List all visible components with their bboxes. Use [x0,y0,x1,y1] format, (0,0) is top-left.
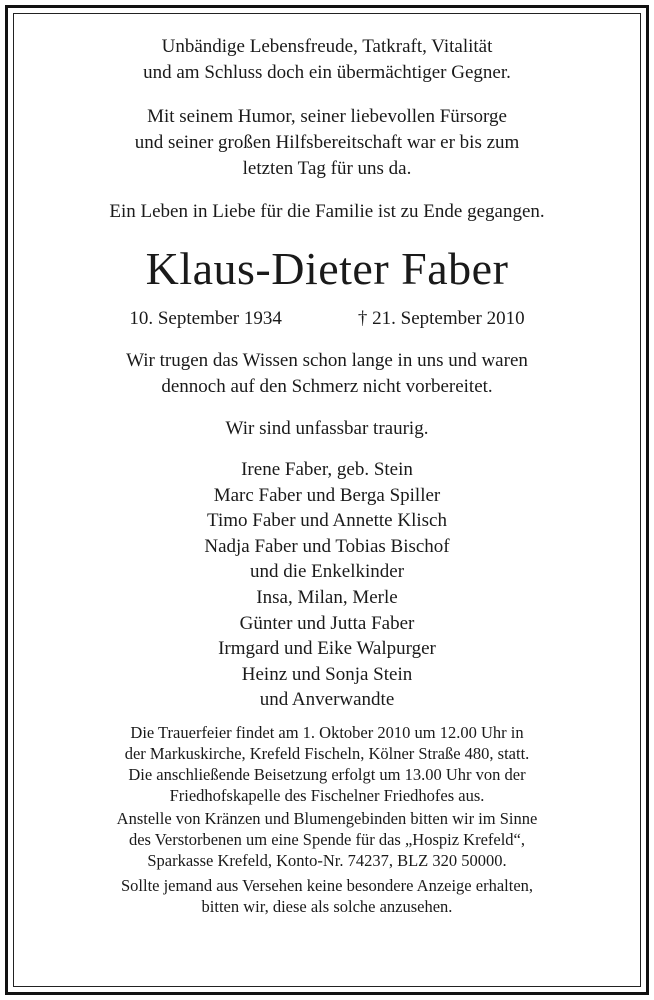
intro-paragraph [18,34,636,86]
life-dates [18,306,636,332]
sad-paragraph [18,416,636,442]
birth-date: 10. September 1934 [129,308,282,329]
funeral-line: Die Trauerfeier findet am 1. Oktober 2010 um 12.00 Uhr in [130,722,524,742]
knowing-paragraph [18,348,636,400]
humor-paragraph [18,104,636,182]
funeral-line: Die anschließende Beisetzung erfolgt um 13.00 Uhr von der [128,764,526,784]
mourner-entry: Heinz und Sonja Stein [241,663,413,685]
knowing-line: dennoch auf den Schmerz nicht vorbereitet. [161,376,493,397]
donation-line: Anstelle von Kränzen und Blumengebinden bitten wir im Sinne [116,808,538,828]
deceased-name: Klaus-Dieter Faber [145,243,509,294]
humor-line: Mit seinem Humor, seiner liebevollen Fürsorge [147,106,507,127]
donation-line: Sparkasse Krefeld, Konto-Nr. 74237, BLZ 320 50000. [147,850,507,870]
humor-line: und seiner großen Hilfsbereitschaft war er bis zum [134,132,520,153]
mourner-entry: und die Enkelkinder [249,561,405,583]
mourner-entry: Nadja Faber und Tobias Bischof [204,535,450,557]
donation-line: des Verstorbenen um eine Spende für das „Hospiz Krefeld“, [128,829,526,849]
notice-info [18,875,636,917]
intro-line: und am Schluss doch ein übermächtiger Gegner. [143,62,511,83]
mourner-entry: und Anverwandte [259,689,395,711]
obituary-notice [18,18,636,917]
donation-info [18,808,636,871]
funeral-line: Friedhofskapelle des Fischelner Friedhofes aus. [169,785,485,805]
mourner-entry: Irene Faber, geb. Stein [241,459,413,480]
life-line: Ein Leben in Liebe für die Familie ist zu Ende gegangen. [109,201,545,222]
sad-line: Wir sind unfassbar traurig. [225,418,429,439]
death-date: † 21. September 2010 [357,308,525,329]
life-paragraph [18,199,636,225]
notice-line: Sollte jemand aus Versehen keine besondere Anzeige erhalten, [120,875,534,895]
mourner-entry: Irmgard und Eike Walpurger [218,638,436,660]
notice-line: bitten wir, diese als solche anzusehen. [201,896,453,916]
mourner-entry: Insa, Milan, Merle [256,586,398,608]
humor-line: letzten Tag für uns da. [242,158,412,179]
funeral-info [18,722,636,806]
mourner-entry: Günter und Jutta Faber [239,612,415,634]
intro-line: Unbändige Lebensfreude, Tatkraft, Vitalität [161,36,493,57]
mourners-list [18,457,636,713]
knowing-line: Wir trugen das Wissen schon lange in uns und waren [126,350,528,371]
mourner-entry: Timo Faber und Annette Klisch [207,510,447,532]
mourner-entry: Marc Faber und Berga Spiller [213,484,441,506]
funeral-line: der Markuskirche, Krefeld Fischeln, Kölner Straße 480, statt. [124,743,530,763]
